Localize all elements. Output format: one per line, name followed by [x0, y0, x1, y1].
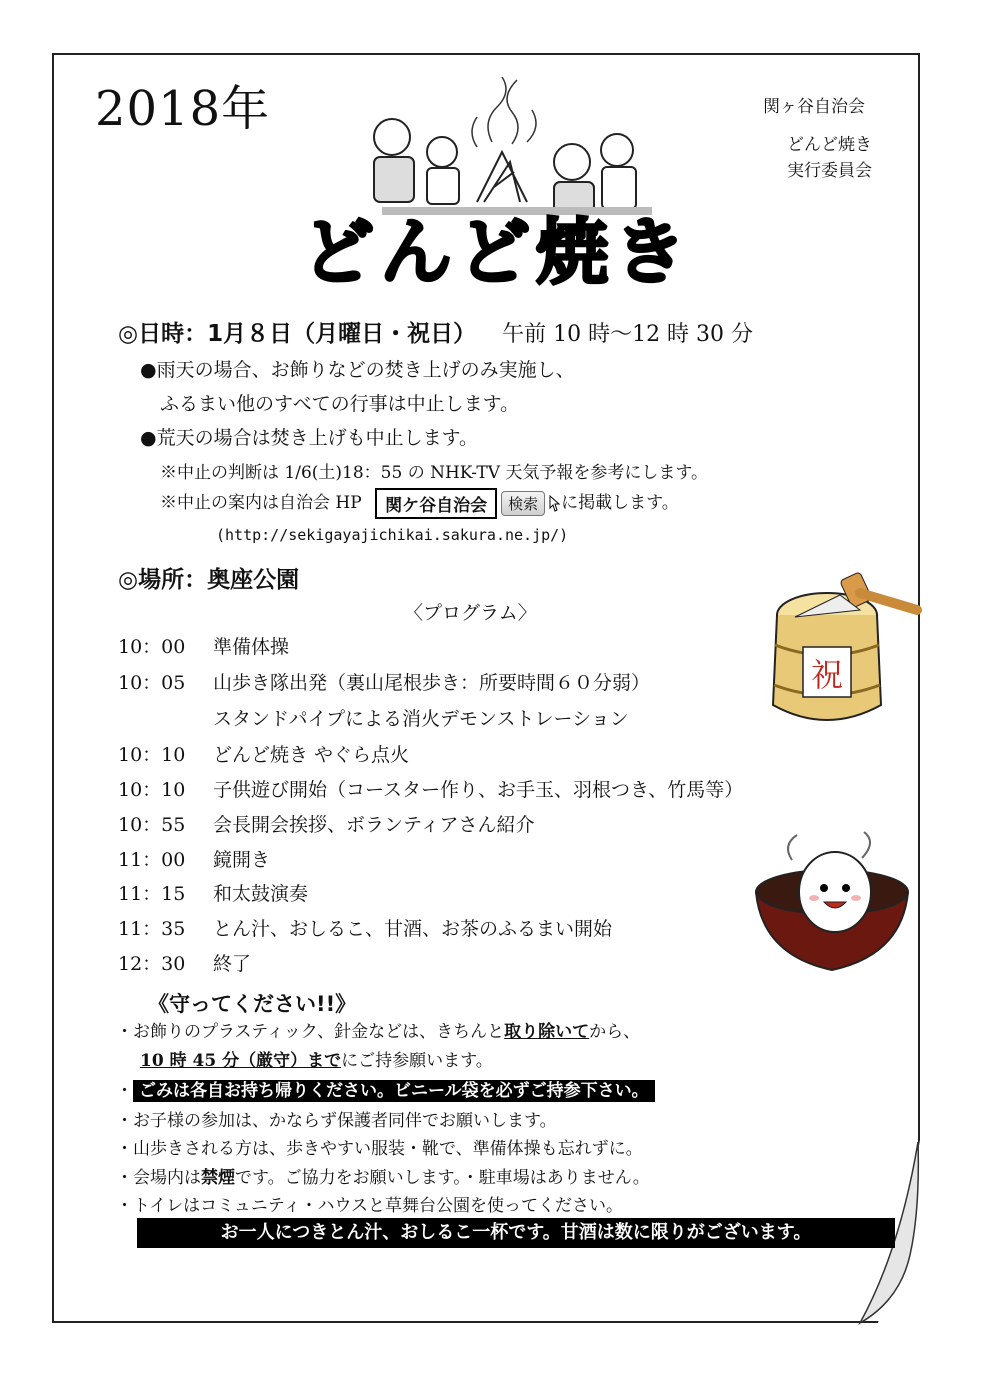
rule-3: ・お子様の参加は、かならず保護者同伴でお願いします。 — [116, 1111, 557, 1131]
program-time: 10：10 — [118, 744, 186, 766]
homepage-url: (http://sekigayajichikai.sakura.ne.jp/) — [216, 526, 569, 544]
program-time: 11：00 — [118, 849, 186, 871]
rule-2-bullet: ・ — [116, 1081, 133, 1101]
soup-bowl-illustration — [752, 830, 912, 980]
rule-1-text-a: ・お飾りのプラスティック、針金などは、きちんと — [116, 1022, 505, 1042]
cursor-hand-icon — [545, 494, 561, 514]
program-row — [118, 845, 270, 872]
year-heading: 2018年 — [95, 81, 271, 137]
program-desc: 準備体操 — [213, 636, 290, 658]
program-title: 〈プログラム〉 — [404, 602, 537, 624]
rule-2-highlight: ごみは各自お持ち帰りください。ビニール袋を必ずご持参下さい。 — [133, 1080, 655, 1102]
search-button: 検索 — [501, 491, 545, 516]
program-time: 10：05 — [118, 672, 186, 694]
program-row — [118, 775, 743, 802]
program-row — [118, 879, 308, 906]
note-rain-1: ●雨天の場合、お飾りなどの焚き上げのみ実施し、 — [140, 359, 575, 381]
rules-title: 《守ってください!!》 — [148, 992, 357, 1016]
barrel-label: 祝 — [810, 656, 844, 694]
note-rain-2: ふるまい他のすべての行事は中止します。 — [160, 393, 520, 415]
program-time: 11：15 — [118, 883, 186, 905]
datetime-time: 午前 10 時～12 時 30 分 — [502, 322, 754, 347]
program-time: 12：30 — [118, 953, 186, 975]
program-row — [118, 949, 251, 976]
organizer-name: 関ヶ谷自治会 — [763, 97, 865, 117]
rule-1-text-c: から、 — [589, 1022, 641, 1042]
committee-name — [787, 132, 872, 184]
program-row — [118, 810, 534, 837]
hp-prefix: ※中止の案内は自治会 HP — [160, 493, 362, 513]
rule-1-deadline: 10 時 45 分（厳守）まで — [140, 1051, 342, 1071]
note-decision: ※中止の判断は 1/6(土)18：55 の NHK-TV 天気予報を参考にします。 — [160, 463, 709, 483]
final-notice-bar: お一人につきとん汁、おしるこ一杯です。甘酒は数に限りがございます。 — [137, 1218, 895, 1248]
rule-5-no-smoking: 禁煙 — [201, 1168, 235, 1188]
program-time: 10：00 — [118, 636, 186, 658]
program-row — [118, 704, 629, 731]
program-time: 10：55 — [118, 814, 186, 836]
rule-1-line-2 — [140, 1046, 493, 1071]
program-row — [118, 914, 612, 941]
program-desc: 和太鼓演奏 — [213, 883, 309, 905]
program-desc: 山歩き隊出発（裏山尾根歩き：所要時間６０分弱） — [213, 672, 651, 694]
datetime-label: ◎日時：1月８日（月曜日・祝日） — [118, 321, 477, 347]
program-time: 11：35 — [118, 918, 186, 940]
hp-suffix: に掲載します。 — [561, 493, 679, 513]
rule-2 — [116, 1076, 655, 1101]
program-desc: 会長開会挨拶、ボランティアさん紹介 — [213, 814, 535, 836]
rule-4: ・山歩きされる方は、歩きやすい服装・靴で、準備体操も忘れずに。 — [116, 1139, 643, 1159]
rule-5-text-c: です。ご協力をお願いします。・駐車場はありません。 — [235, 1168, 650, 1188]
search-term-box: 関ケ谷自治会 — [375, 488, 497, 519]
rule-1-emphasis: 取り除いて — [504, 1022, 590, 1042]
program-row — [118, 632, 289, 659]
datetime-line — [118, 315, 753, 348]
note-storm: ●荒天の場合は焚き上げも中止します。 — [140, 427, 479, 449]
rule-1-text-e: にご持参願います。 — [341, 1051, 493, 1071]
committee-line1: どんど焼き — [787, 135, 872, 155]
sake-barrel-illustration — [765, 565, 925, 740]
program-desc: スタンドパイプによる消火デモンストレーション — [213, 708, 629, 730]
program-desc: どんど焼き やぐら点火 — [213, 744, 410, 766]
program-desc: とん汁、おしるこ、甘酒、お茶のふるまい開始 — [213, 918, 613, 940]
rule-5-text-a: ・会場内は — [116, 1168, 201, 1188]
dondo-yaki-logo — [262, 72, 732, 287]
program-row — [118, 668, 650, 695]
logo-lettering: どんど焼き — [301, 210, 693, 287]
note-hp — [160, 488, 679, 519]
rule-5 — [116, 1163, 650, 1188]
program-time: 10：10 — [118, 779, 186, 801]
place-line: ◎場所：奥座公園 — [118, 567, 300, 593]
program-desc: 鏡開き — [213, 849, 271, 871]
rule-1-line-1 — [116, 1017, 640, 1042]
rule-6: ・トイレはコミュニティ・ハウスと草舞台公園を使ってください。 — [116, 1196, 623, 1216]
program-desc: 子供遊び開始（コースター作り、お手玉、羽根つき、竹馬等） — [213, 779, 744, 801]
program-row — [118, 740, 409, 767]
committee-line2: 実行委員会 — [787, 161, 872, 181]
program-desc: 終了 — [213, 953, 252, 975]
